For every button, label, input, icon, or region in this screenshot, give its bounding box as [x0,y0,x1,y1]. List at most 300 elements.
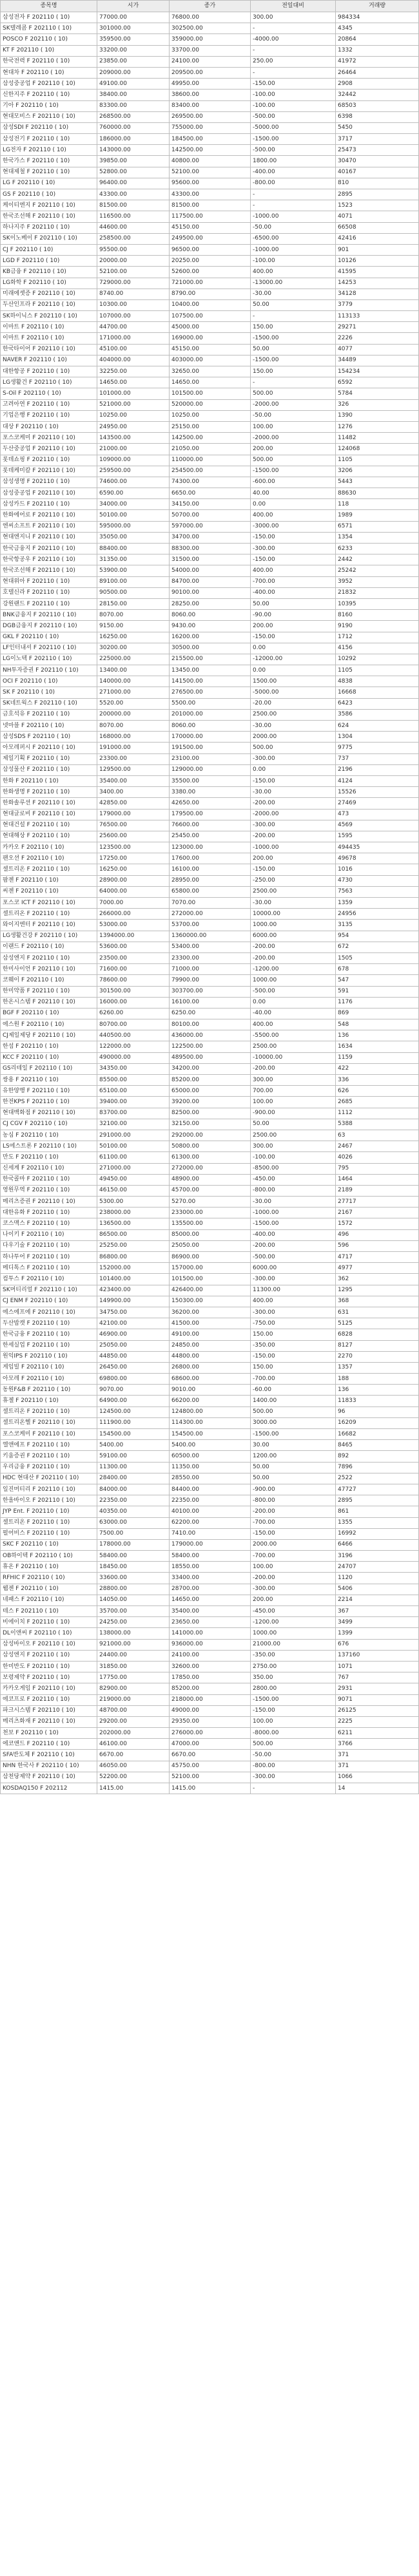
cell-change: -200.00 [251,1573,336,1584]
column-header-close: 종가 [170,1,251,12]
cell-volume: 24707 [336,1562,419,1573]
cell-name: 한섬 F 202110 ( 10) [1,1041,97,1052]
cell-change: 150.00 [251,322,336,333]
table-row [1,466,419,477]
cell-close: 14650.00 [170,1595,251,1605]
cell-close: 38600.00 [170,90,251,100]
cell-close: 65000.00 [170,1086,251,1097]
table-row [1,178,419,189]
cell-name: 포스코케미 F 202110 ( 10) [1,433,97,444]
cell-close: 24850.00 [170,1340,251,1351]
cell-change: -1200.00 [251,964,336,975]
cell-open: 28800.00 [97,1584,170,1595]
cell-name: 현대차 F 202110 ( 10) [1,67,97,78]
cell-close: 1415.00 [170,1783,251,1794]
table-row [1,311,419,322]
cell-close: 141500.00 [170,676,251,687]
cell-open: 13400.00 [97,665,170,676]
cell-close: 179000.00 [170,1539,251,1550]
cell-open: 96400.00 [97,178,170,189]
cell-volume: 5125 [336,1318,419,1329]
cell-name: 컴투스 F 202110 ( 10) [1,1274,97,1285]
cell-volume: 25473 [336,145,419,156]
cell-open: 64000.00 [97,886,170,897]
cell-close: 117500.00 [170,211,251,222]
cell-change: -30.00 [251,1197,336,1208]
cell-close: 21050.00 [170,444,251,455]
cell-change: 200.00 [251,621,336,632]
table-row [1,1573,419,1584]
cell-volume: 496 [336,1229,419,1240]
cell-close: 32600.00 [170,1661,251,1672]
cell-open: 95500.00 [97,244,170,255]
cell-close: 249500.00 [170,233,251,244]
cell-open: 152000.00 [97,1263,170,1274]
cell-change: -100.00 [251,256,336,267]
cell-name: 고려아연 F 202110 ( 10) [1,399,97,410]
cell-change: -400.00 [251,587,336,598]
cell-close: 123000.00 [170,842,251,853]
cell-close: 5500.00 [170,698,251,709]
cell-volume: 21832 [336,587,419,598]
cell-close: 84700.00 [170,576,251,587]
cell-open: 58400.00 [97,1551,170,1562]
cell-volume: 4071 [336,211,419,222]
cell-open: 71600.00 [97,964,170,975]
cell-change: -900.00 [251,1108,336,1119]
cell-close: 101500.00 [170,1274,251,1285]
cell-volume: 1304 [336,732,419,743]
cell-close: 5400.00 [170,1440,251,1451]
cell-close: 9010.00 [170,1385,251,1396]
cell-open: 24250.00 [97,1617,170,1628]
cell-volume: 20864 [336,34,419,45]
table-row [1,1462,419,1473]
cell-open: 39400.00 [97,1097,170,1108]
cell-open: 178000.00 [97,1539,170,1550]
cell-change: -400.00 [251,167,336,178]
cell-volume: 136 [336,1030,419,1041]
cell-volume: 368 [336,1296,419,1307]
cell-change: -200.00 [251,952,336,963]
cell-open: 46900.00 [97,1329,170,1340]
cell-change: -6500.00 [251,233,336,244]
table-row [1,1396,419,1406]
cell-close: 28950.00 [170,875,251,886]
table-row [1,964,419,975]
cell-close: 41500.00 [170,1318,251,1329]
cell-close: 142500.00 [170,433,251,444]
table-row [1,1163,419,1174]
cell-change: -1500.00 [251,355,336,366]
cell-change: 200.00 [251,853,336,864]
cell-change: -1000.00 [251,244,336,255]
cell-volume: 1120 [336,1573,419,1584]
cell-volume: 3135 [336,920,419,931]
cell-change: 50.00 [251,1473,336,1484]
cell-volume: 41972 [336,56,419,67]
cell-change: -300.00 [251,1274,336,1285]
cell-open: 35050.00 [97,532,170,543]
table-row [1,1075,419,1086]
cell-open: 52200.00 [97,1772,170,1783]
cell-change: -1200.00 [251,1617,336,1628]
cell-volume: 1355 [336,1517,419,1528]
table-row [1,79,419,90]
cell-name: 한국금융지 F 202110 ( 10) [1,544,97,554]
table-row [1,554,419,565]
cell-change: -800.00 [251,1761,336,1772]
table-row [1,576,419,587]
cell-name: 한국타이어 F 202110 ( 10) [1,344,97,355]
table-row [1,532,419,543]
cell-open: 39850.00 [97,156,170,167]
cell-name: 두산밥캣 F 202110 ( 10) [1,1318,97,1329]
cell-change: -5000.00 [251,122,336,133]
table-row [1,1174,419,1185]
table-row [1,1019,419,1030]
cell-open: 64900.00 [97,1396,170,1406]
cell-close: 44800.00 [170,1351,251,1362]
cell-name: 한국항공우 F 202110 ( 10) [1,554,97,565]
table-row [1,1406,419,1417]
table-row [1,654,419,665]
cell-volume: 984334 [336,12,419,23]
cell-volume: 1634 [336,1041,419,1052]
cell-name: 현대글로비 F 202110 ( 10) [1,809,97,820]
cell-change: 200.00 [251,1595,336,1605]
cell-close: 34200.00 [170,1063,251,1074]
cell-change: -2000.00 [251,809,336,820]
table-row [1,643,419,654]
cell-open: 25600.00 [97,831,170,842]
cell-open: 29200.00 [97,1716,170,1727]
cell-name: LG생활건강 F 202110 ( 10) [1,931,97,942]
cell-change: -100.00 [251,100,336,111]
cell-change: -4000.00 [251,34,336,45]
column-header-change: 전일대비 [251,1,336,12]
cell-volume: 7563 [336,886,419,897]
cell-change: -300.00 [251,1584,336,1595]
cell-volume: 3499 [336,1617,419,1628]
cell-volume: 1105 [336,665,419,676]
cell-close: 597000.00 [170,521,251,532]
cell-open: 301500.00 [97,986,170,997]
cell-open: 34750.00 [97,1307,170,1318]
table-row [1,753,419,764]
cell-name: 셀트리온 F 202110 ( 10) [1,909,97,920]
cell-volume: 3952 [336,576,419,587]
cell-volume: 5784 [336,388,419,399]
table-row [1,1240,419,1251]
cell-open: 86800.00 [97,1252,170,1263]
table-row [1,1628,419,1639]
cell-name: 코웨이 F 202110 ( 10) [1,975,97,986]
cell-volume: 5406 [336,1584,419,1595]
cell-name: 비에이치 F 202110 ( 10) [1,1617,97,1628]
table-row [1,1539,419,1550]
cell-open: 34350.00 [97,1063,170,1074]
table-row [1,1197,419,1208]
cell-volume: 5443 [336,477,419,488]
cell-volume: 26464 [336,67,419,78]
cell-change: -8500.00 [251,1163,336,1174]
cell-volume: 626 [336,1086,419,1097]
cell-volume: 2685 [336,1097,419,1108]
table-row [1,853,419,864]
table-row [1,211,419,222]
cell-volume: 4838 [336,676,419,687]
cell-name: 삼성물산 F 202110 ( 10) [1,764,97,775]
cell-name: 휴온 F 202110 ( 10) [1,1562,97,1573]
cell-open: 154500.00 [97,1429,170,1440]
cell-name: 아모레 F 202110 ( 10) [1,1374,97,1385]
cell-volume: 1989 [336,510,419,521]
table-row [1,1517,419,1528]
cell-volume: 118 [336,499,419,510]
cell-name: 코스맥스 F 202110 ( 10) [1,1218,97,1229]
table-row [1,233,419,244]
cell-change: -700.00 [251,1517,336,1528]
table-row [1,709,419,720]
cell-open: 82900.00 [97,1683,170,1694]
cell-open: 17750.00 [97,1672,170,1683]
cell-close: 101500.00 [170,388,251,399]
cell-volume: 42416 [336,233,419,244]
cell-volume: 6423 [336,698,419,709]
cell-close: 32650.00 [170,366,251,377]
cell-open: 44600.00 [97,222,170,233]
cell-open: 22350.00 [97,1495,170,1506]
cell-close: 303700.00 [170,986,251,997]
column-header-open: 시가 [97,1,170,12]
cell-open: 65100.00 [97,1086,170,1097]
cell-change: -150.00 [251,1351,336,1362]
cell-close: 209500.00 [170,67,251,78]
cell-close: 9430.00 [170,621,251,632]
cell-name: 삼성생명 F 202110 ( 10) [1,477,97,488]
cell-close: 26800.00 [170,1362,251,1373]
cell-open: 35700.00 [97,1606,170,1617]
cell-change: - [251,1783,336,1794]
table-row [1,1063,419,1074]
cell-volume: 336 [336,1075,419,1086]
cell-name: 삼성SDS F 202110 ( 10) [1,732,97,743]
cell-close: 85200.00 [170,1075,251,1086]
cell-name: 에스원 F 202110 ( 10) [1,1019,97,1030]
cell-close: 53700.00 [170,920,251,931]
cell-volume: 11482 [336,433,419,444]
table-row [1,1130,419,1141]
cell-open: 209000.00 [97,67,170,78]
cell-change: - [251,200,336,211]
cell-change: 400.00 [251,565,336,576]
cell-name: LF인터내셔 F 202110 ( 10) [1,643,97,654]
cell-name: 넷마블 F 202110 ( 10) [1,721,97,732]
cell-close: 179500.00 [170,809,251,820]
cell-volume: 113133 [336,311,419,322]
cell-close: 8790.00 [170,289,251,299]
cell-change: 0.00 [251,997,336,1008]
cell-name: SK F 202110 ( 10) [1,687,97,698]
table-row [1,1761,419,1772]
cell-change: 2500.00 [251,1041,336,1052]
cell-close: 135500.00 [170,1218,251,1229]
cell-name: 이마트 F 202110 ( 10) [1,333,97,344]
cell-volume: 1712 [336,632,419,643]
cell-name: 셀트리온 F 202110 ( 10) [1,864,97,875]
table-row [1,322,419,333]
cell-name: NAVER F 202110 ( 10) [1,355,97,366]
cell-volume: 124068 [336,444,419,455]
cell-close: 36200.00 [170,1307,251,1318]
table-row [1,100,419,111]
cell-name: LS에스트론 F 202110 ( 10) [1,1141,97,1152]
cell-close: 34700.00 [170,532,251,543]
cell-change: 21000.00 [251,1639,336,1650]
cell-change: -200.00 [251,1506,336,1517]
table-row [1,787,419,798]
table-row [1,1429,419,1440]
cell-change: -500.00 [251,986,336,997]
cell-change: -300.00 [251,1307,336,1318]
cell-close: 82500.00 [170,1108,251,1119]
cell-close: 49100.00 [170,1329,251,1340]
cell-close: 28550.00 [170,1473,251,1484]
cell-volume: 8127 [336,1340,419,1351]
cell-name: 기아 F 202110 ( 10) [1,100,97,111]
cell-name: 삼성엔지 F 202110 ( 10) [1,952,97,963]
cell-close: 90100.00 [170,587,251,598]
cell-volume: 3717 [336,134,419,145]
cell-name: 영원무역 F 202110 ( 10) [1,1185,97,1196]
cell-change: 0.00 [251,643,336,654]
table-row [1,145,419,156]
cell-name: 팬오션 F 202110 ( 10) [1,853,97,864]
table-row [1,1584,419,1595]
cell-change: 0.00 [251,665,336,676]
cell-name: 금호석유 F 202110 ( 10) [1,709,97,720]
table-row [1,1152,419,1163]
cell-change: -20.00 [251,698,336,709]
cell-close: 85200.00 [170,1683,251,1694]
cell-volume: 901 [336,244,419,255]
cell-close: 25450.00 [170,831,251,842]
cell-volume: 47727 [336,1484,419,1495]
cell-close: 71000.00 [170,964,251,975]
cell-volume: 3586 [336,709,419,720]
cell-volume: 16992 [336,1528,419,1539]
cell-open: 16000.00 [97,997,170,1008]
cell-name: 유한양행 F 202110 ( 10) [1,1086,97,1097]
cell-volume: 6398 [336,111,419,122]
cell-name: SK하이닉스 F 202110 ( 10) [1,311,97,322]
cell-volume: 1105 [336,455,419,466]
cell-open: 46150.00 [97,1185,170,1196]
cell-open: 5520.00 [97,698,170,709]
cell-volume: 672 [336,942,419,952]
cell-open: 81500.00 [97,200,170,211]
cell-open: 140000.00 [97,676,170,687]
cell-open: 45100.00 [97,344,170,355]
cell-change: -250.00 [251,875,336,886]
cell-volume: 9071 [336,1694,419,1705]
cell-change: -10000.00 [251,1052,336,1063]
cell-name: 셀트리온헬 F 202110 ( 10) [1,1417,97,1428]
cell-close: 114300.00 [170,1417,251,1428]
cell-open: 8070.00 [97,721,170,732]
cell-close: 10400.00 [170,299,251,310]
cell-open: 9150.00 [97,621,170,632]
cell-close: 52600.00 [170,267,251,278]
cell-change: 1000.00 [251,975,336,986]
cell-name: 팜젠 F 202110 ( 10) [1,875,97,886]
table-row [1,444,419,455]
table-row [1,189,419,200]
cell-volume: 34489 [336,355,419,366]
cell-change: 150.00 [251,1329,336,1340]
cell-close: 23100.00 [170,753,251,764]
header-row [1,1,419,12]
cell-name: SK이노베이 F 202110 ( 10) [1,233,97,244]
cell-name: 에코프로 F 202110 ( 10) [1,1694,97,1705]
cell-name: 한국조선해 F 202110 ( 10) [1,565,97,576]
cell-name: SK머티리얼 F 202110 ( 10) [1,1285,97,1296]
table-row [1,1739,419,1750]
cell-volume: 10395 [336,598,419,609]
table-row [1,399,419,410]
cell-close: 68600.00 [170,1374,251,1385]
cell-name: 포스코케미 F 202110 ( 10) [1,1429,97,1440]
cell-open: 35400.00 [97,775,170,786]
table-row [1,1562,419,1573]
cell-open: 50100.00 [97,510,170,521]
cell-change: - [251,189,336,200]
cell-close: 33400.00 [170,1573,251,1584]
cell-close: 5270.00 [170,1197,251,1208]
table-row [1,820,419,831]
cell-change: -200.00 [251,798,336,809]
cell-open: 595000.00 [97,521,170,532]
cell-volume: 494435 [336,842,419,853]
cell-open: 31850.00 [97,1661,170,1672]
cell-close: 215500.00 [170,654,251,665]
cell-change: -350.00 [251,1340,336,1351]
cell-open: 5300.00 [97,1197,170,1208]
cell-volume: 1505 [336,952,419,963]
cell-volume: 136 [336,1385,419,1396]
column-header-name: 종목명 [1,1,97,12]
cell-close: 292000.00 [170,1130,251,1141]
cell-change: -200.00 [251,1240,336,1251]
table-row [1,1041,419,1052]
cell-change: 1800.00 [251,156,336,167]
cell-volume: 14253 [336,278,419,289]
cell-open: 83700.00 [97,1108,170,1119]
cell-open: 191000.00 [97,743,170,753]
cell-name: 파크시스템 F 202110 ( 10) [1,1705,97,1716]
cell-name: SFA반도체 F 202110 ( 10) [1,1750,97,1761]
cell-close: 61300.00 [170,1152,251,1163]
cell-close: 755000.00 [170,122,251,133]
cell-close: 191500.00 [170,743,251,753]
cell-volume: 68503 [336,100,419,111]
cell-open: 90500.00 [97,587,170,598]
cell-volume: 27717 [336,1197,419,1208]
cell-close: 39200.00 [170,1097,251,1108]
cell-open: 32250.00 [97,366,170,377]
cell-change: -150.00 [251,632,336,643]
